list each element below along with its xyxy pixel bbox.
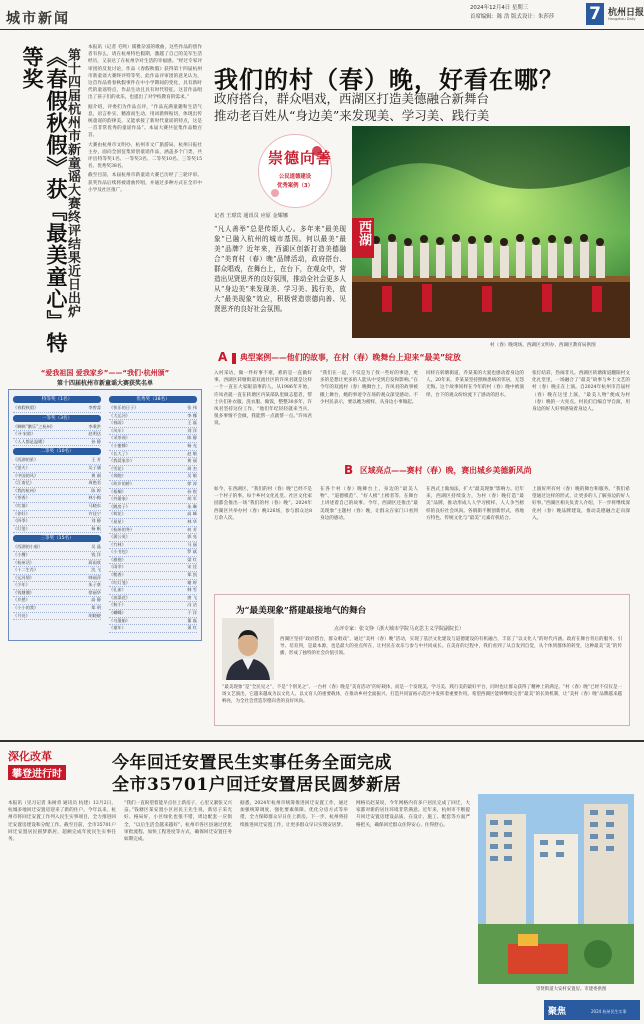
award-row <box>13 465 101 473</box>
award-work: 《稻香》 <box>109 572 126 578</box>
award-author: 钱 洋 <box>91 551 101 557</box>
award-row <box>13 567 101 575</box>
award-work: 《蒲公英》 <box>109 534 130 540</box>
award-row <box>13 605 101 613</box>
stage-photo <box>352 126 630 338</box>
award-work: 《少年》 <box>13 582 30 588</box>
left-story-body <box>88 44 202 194</box>
award-row <box>13 405 101 413</box>
award-author: 郑 明 <box>91 605 101 611</box>
focus-sub: 2024 杭州民生实事 <box>591 1009 627 1014</box>
award-work: 《杭州的冬》 <box>109 526 135 532</box>
bottom-col: 网格员赵某说，今年网格内有多户居民完成了回迁，大家都对新的居住环境非常满意。近年来，杭州市不断提升回迁安置房建设品质，在设计、施工、配套等方面严格把关，确保回迁群众住得安心、住得舒心。 <box>356 801 470 828</box>
bottom-col: 本报讯（见习记者 朱树青 通讯员 杭建）12月2日，杭城多地回迁安置房迎来了新的住户。今年以来，杭州市将回迁安置工作列入民生实事项目，全力推进回迁安置房建设和分配工作。截至目前，全市35701户回迁安置居民圆梦新居，超额完成年度民生实事任务。 <box>8 801 116 843</box>
section-b-header <box>340 465 630 477</box>
award-author: 韩丽萍 <box>88 574 101 580</box>
award-work: 《红墙》 <box>13 502 30 508</box>
paper-logo-en: Hangzhou Daily <box>608 17 636 21</box>
award-work: 《红灯笼》 <box>109 579 130 585</box>
award-work: 《灯笼》 <box>13 525 30 531</box>
award-work: 《西湖的景》 <box>13 457 39 463</box>
editor-line: 首席编辑：陈 浩 版式设计：朱莎莎 <box>470 14 555 20</box>
section-a-bar <box>232 353 236 364</box>
award-row <box>13 431 101 439</box>
bottom-col: “我们一直盼望着能早点住上新房子，心里又紧张又兴奋。”钱塘区某安置小区居民王先生说，新房子采光好、格局好，小区绿化也很不错，周边配套一应俱全，“以后生活会越来越好”。杭州市各区县通过优化审批流程、加快工程进度等方式，确保回迁安置任务如期完成。 <box>124 801 233 843</box>
award-row <box>13 597 101 605</box>
award-row <box>109 564 197 572</box>
award-row <box>109 610 197 618</box>
award-work: 《荷花》 <box>109 511 126 517</box>
award-author: 刘 静 <box>91 518 101 524</box>
award-work: 《十二生肖》 <box>13 567 39 573</box>
section-a-col: 同样在转塘街道，乔某某的大爱也感动着身边的人。20年来，乔某某坚持照顾患病的邻居，无怨无悔。这个故事同样在今年的村（春）晚中被演绎，台下的观众纷纷流下了感动的泪水。 <box>426 371 524 398</box>
award-row <box>13 552 101 560</box>
left-headline-main: 《春假秋假》获『最美童心』特等奖 <box>20 46 69 354</box>
award-work: 《杭州话》 <box>13 559 34 565</box>
section-b-col: 如今，在西湖区，“我们的村（春）晚”已经不是一个村子的事。每个乡村文化礼堂、社区文化家园都会推出一场“我们的村（春）晚”。2024年西湖区共举办村（春）晚126场，参与群众达8万余人次。 <box>214 487 312 521</box>
award-author: 陈 婷 <box>91 487 101 493</box>
award-row <box>13 613 101 621</box>
virtue-logo-sub: 公民道德建设 <box>278 174 312 180</box>
award-work: 《采茶谣》 <box>109 435 130 441</box>
award-row <box>13 457 101 465</box>
award-work: 《星星》 <box>109 518 126 524</box>
paragraph: 大赛由杭州市文明办、杭州市文广旅游局、杭州日报社主办，面向全国征集原创童谣作品，涵盖多个门类，共评出特等奖1名、一等奖3名、二等奖10名、三等奖15名、优秀奖38名。 <box>88 142 202 170</box>
award-author: 沈 飞 <box>91 567 101 573</box>
award-category: 一等奖（3名） <box>13 415 101 422</box>
award-work: 《运河情》 <box>13 574 34 580</box>
award-author: 宋 佳 <box>187 564 197 570</box>
award-work: 《跳房子》 <box>109 503 130 509</box>
award-author: 徐 涛 <box>187 480 197 486</box>
award-author: 李曾睿 <box>88 405 101 410</box>
award-work: 《奔跑》 <box>109 473 126 479</box>
award-work: 《竹林》 <box>109 541 126 547</box>
award-work: 《啊啊“鹅乐”之杭州》 <box>13 423 55 429</box>
award-row <box>109 443 197 451</box>
award-author: 萧 红 <box>187 625 197 631</box>
award-author: 何 芳 <box>187 526 197 532</box>
award-work: 《小书包》 <box>109 549 130 555</box>
virtue-logo-text: 崇德向善 <box>268 149 333 167</box>
award-row <box>109 420 197 428</box>
bottom-headline-1: 今年回迁安置民生实事任务全面完成 <box>112 753 392 773</box>
award-category: 三等奖（15名） <box>13 535 101 542</box>
award-author: 吴 晶 <box>91 544 101 550</box>
award-work: 《茶香》 <box>13 495 30 501</box>
focus-label: 聚焦 <box>548 1007 567 1017</box>
section-a-header <box>214 352 630 364</box>
award-work: 《钱塘潮》 <box>13 589 34 595</box>
award-work: 《小蜜蜂》 <box>109 442 130 448</box>
award-row <box>109 496 197 504</box>
award-category: 二等奖（10名） <box>13 448 101 455</box>
award-work: 《雨伞》 <box>109 564 126 570</box>
column-brand-sub: 攀登进行时 <box>8 765 66 780</box>
photo-caption: 村（春）晚现场。西湖区文明办、西湖区教育局供图 <box>490 343 596 348</box>
award-row <box>13 582 101 590</box>
award-author: 周艳君 <box>88 480 101 486</box>
award-author: 赵 敏 <box>187 450 197 456</box>
award-row <box>109 527 197 535</box>
section-b-col: 在各个村（春）晚舞台上，身边的“最美人物”、“道德模范”、“好人榜”上榜者等，在舞台上讲述着自己的故事。今年，西湖区还推出“最美现象”主题村（春）晚，让群众在家门口看到身边的感动。 <box>320 487 418 521</box>
award-author: 杨 光 <box>187 442 197 448</box>
award-work: 《乌篷船》 <box>109 617 130 623</box>
award-author: 朱 琳 <box>187 503 197 509</box>
award-row <box>109 489 197 497</box>
expert-body-1: 西湖区坚持“政府搭台，群众唱戏”，通过“美村（春）晚”活动，实现了基层文化建设与道德建设的有机融合，丰富了“以文化人”的时代内涵。政府在舞台背后的服务、引导、培育到，是最本源，也是最大的亮点所在，让村民在欢乐与参与中共同成长。在美育的过程中，我们看到了从自发到自觉，从个体到群体的转变，这种最美“美”的传播，形成了独特的社会价值引领。 <box>280 637 622 656</box>
award-author: 吴子涵 <box>88 464 101 470</box>
award-row <box>13 439 101 447</box>
award-row <box>13 503 101 511</box>
page-number: 7 <box>586 3 604 25</box>
award-author: 林 华 <box>187 518 197 524</box>
award-row <box>13 495 101 503</box>
award-author: 罗 斌 <box>187 549 197 555</box>
bottom-col: 据悉，2024年杭州市统筹推进回迁安置工作，通过加强统筹调度、强化要素保障、优化分房方式等举措，全力保障群众早日住上新房。下一步，杭州将持续推进回迁安置工作，让更多群众早日实现安居梦。 <box>240 801 348 828</box>
award-author: 吴 敏 <box>187 473 197 479</box>
award-author: 赵明达 <box>88 431 101 437</box>
awards-list <box>8 389 202 641</box>
section-title: 城市新闻 <box>6 11 70 27</box>
paragraph: 本报讯（记者 毛鸣）儒雅杂富的歌曲，这些作品的创作者有你么，请在杭州特色假期，激越了自己的美军生活经历，又表达了在杭州孕对生活的幸福感。“经过专家评审团的反复讨论，作品《春假秋假》获得第十四届杭州市新童谣大赛终评特等奖，此作品评审团的意见认为，这首作品将春秋假事件在中小学期间的变化，具有新时代的童谣特点，作品生动且具有时代特征。这首作品唱出了孩子们的欢乐，也提出了对学校教育的需求。” <box>88 45 202 101</box>
award-work: 《旗袍》 <box>109 556 126 562</box>
section-a-col: 张灯结彩，热闹非凡。西湖区转塘街道翻阳村文化礼堂里，一场融合了“最美”故事与乡土文艺的村（春）晚正在上演。自2024年杭州市首届村（春）晚在这里上演，“最美人物”便成为村（春）晚的一大亮点。村民们自编自导自演，用身边的好人好事感染着身边人。 <box>532 371 630 413</box>
award-author: 董 磊 <box>187 617 197 623</box>
award-work: 《快乐的日子》 <box>109 405 139 410</box>
award-work: 《乡愁》 <box>13 597 30 603</box>
section-a-col: 入村采访，做一件好事不难，难的是一直做好事。西湖区转塘街道双流社区的许凤君就是这样一个一直在大家眼前事的人。从1986年开始，许凤君就一直在转塘区内某部队里做志愿者，帮士兵们补衣服、洗衣服、做饭，整整30多年，许凤君坚持这份工作。“他们年纪轻轻就来当兵，很多事情不会做，我能帮一点就帮一点。”许凤君说。 <box>214 371 312 427</box>
award-author: 徐丽华 <box>88 589 101 595</box>
virtue-logo-series: 优秀案例（3） <box>276 183 314 189</box>
section-b-label: 区域亮点——赛村（春）晚，赛出城乡美德新风尚 <box>360 466 532 475</box>
housing-photo <box>478 794 634 984</box>
award-work: 《萤火》 <box>13 464 30 470</box>
paragraph: 截至目前，本届杭州市新童谣大赛已历经了三轮评审。获奖作品后续将被谱曲传唱，并通过多种方式在全市中小学及社区推广。 <box>88 173 202 193</box>
award-author: 梁 红 <box>187 556 197 562</box>
expert-body-2: “最美现象”是“全民见之”，不是“个别见之”。一台村（春）晚是“美育活动”的好载体，而是一个发现美、学习美、践行美的最好平台，同时也让群众获得了精神上的满足。“村（春）晚”已经不仅仅是一场文艺演出，它越来越成为以文化人、以文育人的重要载体，在推动乡村全面振兴、打造共同富裕示范区中发挥着重要作用。希望西湖区能够继续完善“最美”的长效机制，让“美村（春）晚”品牌越来越响亮，为全社会营造崇德向善的良好风尚。 <box>222 685 622 704</box>
divider <box>0 740 644 742</box>
main-intro: “凡人善举”总是传颂人心。多年来“最美现象”已融入杭州的城市基因。何以最美“最美”品牌？近年来，西湖区创新打造美德融合“美育村（春）晚”品牌活动，政府搭台、群众唱戏，在舞台上，在台下，在观众中，营造出见贤思齐的良好氛围，推动全社会更多人从“身边美”来发现美、学习美、践行美，放大“最美现象”效应，积极营造崇德向善、见贤思齐的良好社会氛围。 <box>214 225 346 313</box>
award-row <box>13 544 101 552</box>
section-b-col: 在西式上做加法，扩大“最美现象”影响力。近年来，西湖区持续发力，为村（春）晚打造“最美”品牌，推动形成人人学习榜样、人人争当榜样的良好社会风尚。各镇街不断创新形式，将地方特色、传统文化与“最美”元素有机结合。 <box>426 487 524 521</box>
award-author: 周 杰 <box>187 465 197 471</box>
award-author: 冯 洁 <box>187 602 197 608</box>
award-work: 《外婆家》 <box>109 496 130 502</box>
award-author: 黄 刚 <box>91 472 101 478</box>
award-author: 林小梅 <box>88 495 101 501</box>
award-author: 唐 飞 <box>187 594 197 600</box>
paragraph: 据介绍，评委们为作品点评，“作品充满童趣和生活气息，语言朴实、精准而生动，用词新鲜贴切，体现出传统童谣的韵律美，又能承接了新时代童谣的特点，这是一首非常优秀的童谣作品”。本届大赛共征集作品数百首。 <box>88 104 202 139</box>
award-work: 《童年》 <box>109 625 126 631</box>
section-a-letter: A <box>218 350 228 364</box>
award-author: 李秉洪 <box>88 423 101 429</box>
award-author: 李 娜 <box>187 412 197 418</box>
award-author: 孙 静 <box>91 438 101 444</box>
award-work: 《小小的我》 <box>13 605 39 611</box>
edition-meta <box>470 4 554 22</box>
award-work: 《寻·宋韵》 <box>13 431 36 437</box>
award-author: 胡晓晓 <box>88 612 101 618</box>
award-work: 《小鹰》 <box>13 551 30 557</box>
column-brand: 深化改革 <box>8 750 52 763</box>
main-subhead-1: 政府搭台，群众唱戏，西湖区打造美德融合新舞台 <box>214 91 490 106</box>
expert-title: 为“最美现象”搭建最接地气的舞台 <box>236 606 367 616</box>
award-row <box>109 572 197 580</box>
award-work: 《雪花》 <box>109 465 126 471</box>
award-author: 马晓东 <box>88 502 101 508</box>
award-work: 《中国的风》 <box>13 472 39 478</box>
award-work: 《蝴蝶》 <box>109 610 126 616</box>
award-row <box>109 519 197 527</box>
photo-stamp: 西湖 <box>356 220 371 246</box>
award-work: 《秋千》 <box>109 602 126 608</box>
award-row <box>109 587 197 595</box>
award-author: 杨 帆 <box>91 525 101 531</box>
bottom-headline-2: 全市35701户回迁安置居民圆梦新居 <box>112 775 402 795</box>
award-author: 高 静 <box>91 597 101 603</box>
award-work: 《大运河》 <box>109 412 130 418</box>
award-author: 韩 雪 <box>187 587 197 593</box>
awards-subtitle: 第十四届杭州市新童谣大赛获奖名单 <box>56 380 153 387</box>
award-row <box>109 458 197 466</box>
award-work: 《江南忆》 <box>13 480 34 486</box>
award-category: 优秀奖（38名） <box>109 396 197 403</box>
award-row <box>109 549 197 557</box>
award-work: 《油菜花》 <box>109 594 130 600</box>
award-row <box>109 481 197 489</box>
award-work: 《春雨》 <box>109 420 126 426</box>
award-work: 《人人都是温暖》 <box>13 438 47 444</box>
awards-column-right <box>109 394 197 633</box>
award-row <box>109 435 197 443</box>
housing-photo-caption: 崇贤街道大安村安置房。市建委供图 <box>536 987 607 992</box>
award-row <box>13 480 101 488</box>
award-author: 蒋雨欣 <box>88 559 101 565</box>
main-headline: 我们的村（春）晚，好看在哪？ <box>214 65 564 94</box>
award-row <box>13 526 101 534</box>
award-work: 《你好》 <box>13 510 30 516</box>
award-author: 郭 亮 <box>187 534 197 540</box>
award-author: 谢 婷 <box>187 579 197 585</box>
award-author: 王 磊 <box>187 420 197 426</box>
section-b-col: 上演好所有村（春）晚的舞台和服务。“我们希望通过这样的形式，让更多的人了解身边的好人好事。”西湖区相关负责人介绍，下一步将继续深化村（春）晚品牌建设，推动美德融合走向深入。 <box>532 487 630 521</box>
award-work: 《梧桐》 <box>109 488 126 494</box>
left-headline <box>20 44 80 354</box>
award-row <box>13 518 101 526</box>
virtue-logo <box>258 134 332 208</box>
awards-column-left <box>13 394 101 620</box>
award-category: 特等奖（1名） <box>13 396 101 403</box>
award-row <box>109 511 197 519</box>
award-row <box>109 602 197 610</box>
awards-title: “爱我祖国 爱我家乡”——“我们·杭州颁” <box>40 369 170 377</box>
award-row <box>13 511 101 519</box>
award-author: 黄 丽 <box>187 458 197 464</box>
award-row <box>109 405 197 413</box>
paper-logo: 杭州日报 <box>608 8 644 18</box>
award-author: 朱子豪 <box>88 582 101 588</box>
award-author: 于 洋 <box>187 610 197 616</box>
award-work: 《西湖的小船》 <box>13 544 43 550</box>
award-work: 《我爱家乡》 <box>109 458 135 464</box>
stage-photo-image <box>352 126 630 338</box>
portrait-image <box>222 618 274 680</box>
award-author: 张 伟 <box>187 405 197 410</box>
expert-portrait <box>222 618 274 680</box>
award-author: 刘 洋 <box>187 427 197 433</box>
award-work: 《四季》 <box>13 518 30 524</box>
housing-photo-image <box>478 794 634 984</box>
award-work: 《长大了》 <box>109 450 130 456</box>
award-work: 《我的杭州》 <box>13 487 39 493</box>
award-author: 胡 军 <box>187 496 197 502</box>
award-author: 高 峰 <box>187 511 197 517</box>
award-author: 许佳宁 <box>88 510 101 516</box>
award-row <box>13 560 101 568</box>
section-a-col: “我们在一起，不仅是为了找一些好的事迹，更多的是想让更多的人能从中受到启发和影响。”在今年的双流村（春）晚舞台上，许凤君的故事被搬上舞台，她的事迹令在场的观众深受感动。不少村民表示，要以她为榜样，从身边小事做起。 <box>320 371 418 405</box>
award-work: 《孔雀》 <box>109 587 126 593</box>
award-row <box>109 534 197 542</box>
award-author: 孙 悦 <box>187 488 197 494</box>
award-author: 郑 凯 <box>187 572 197 578</box>
award-work: 《故乡的桥》 <box>109 480 135 486</box>
section-b-letter: B <box>344 463 354 477</box>
award-work: 《月亮》 <box>13 612 30 618</box>
left-headline-sub: 第十四届杭州市新童谣大赛终评结果近日出炉 <box>65 48 80 318</box>
expert-byline: 点评专家：张文铮（浙大城市学院马克思主义学院副院长） <box>334 626 465 632</box>
award-author: 陈 静 <box>187 435 197 441</box>
award-author: 马 丽 <box>187 541 197 547</box>
award-row <box>109 473 197 481</box>
date-line: 2024年12月4日 星期三 <box>470 5 529 11</box>
main-subhead-2: 推动老百姓从“身边美”来发现美、学习美、践行美 <box>214 108 490 123</box>
award-row <box>109 625 197 633</box>
award-work: 《春假秋假》 <box>13 405 39 410</box>
byline: 记者 王璟宾 通讯员 应原 金耀娜 <box>214 213 289 219</box>
award-work: 《风车》 <box>109 427 126 433</box>
section-a-label: 典型案例——他们的故事，在村（春）晚舞台上迎来“最美”绽放 <box>240 353 461 362</box>
award-author: 王 芳 <box>91 457 101 463</box>
